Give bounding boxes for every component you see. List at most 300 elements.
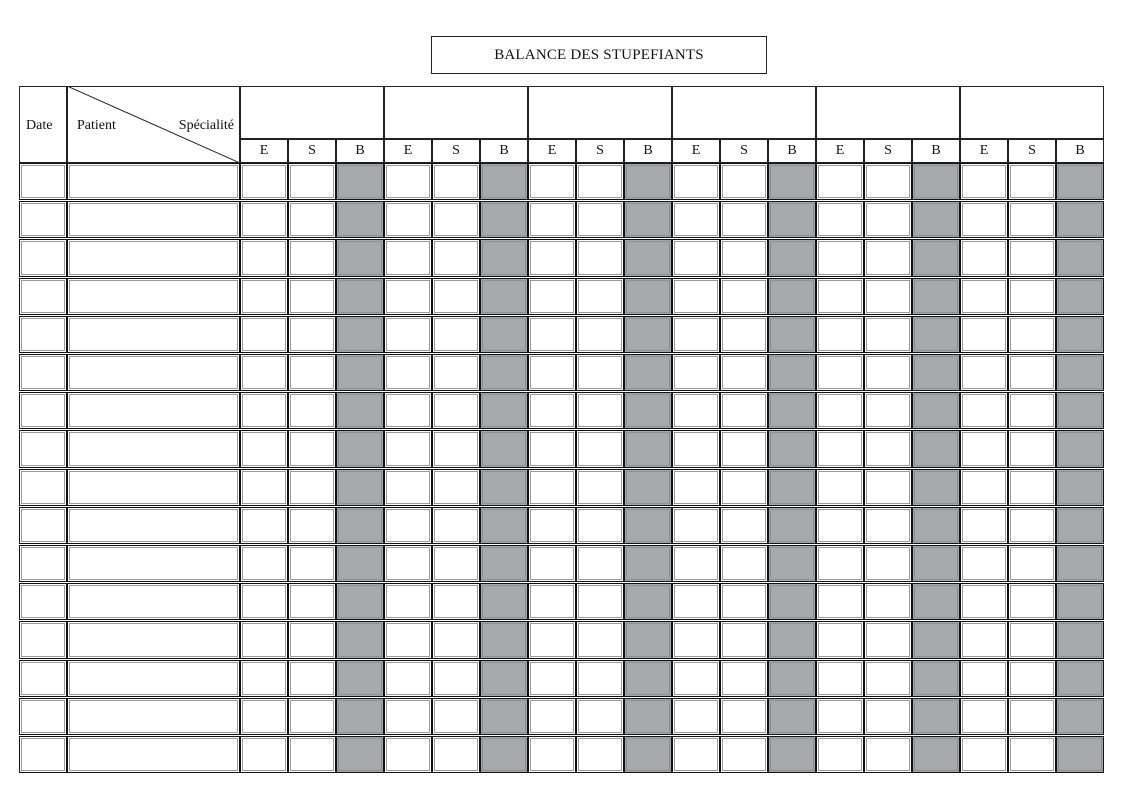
entree-cell[interactable] bbox=[384, 660, 432, 697]
entree-cell[interactable] bbox=[384, 736, 432, 773]
balance-cell[interactable] bbox=[624, 698, 672, 735]
specialite-group-header[interactable] bbox=[528, 86, 672, 139]
entree-cell[interactable] bbox=[240, 201, 288, 238]
balance-cell[interactable] bbox=[624, 545, 672, 582]
patient-cell[interactable] bbox=[67, 621, 240, 658]
balance-cell[interactable] bbox=[912, 621, 960, 658]
sortie-cell[interactable] bbox=[864, 660, 912, 697]
entree-cell[interactable] bbox=[528, 660, 576, 697]
balance-cell[interactable] bbox=[624, 469, 672, 506]
balance-cell[interactable] bbox=[912, 316, 960, 353]
entree-cell[interactable] bbox=[816, 278, 864, 315]
sortie-cell[interactable] bbox=[720, 583, 768, 620]
entree-cell[interactable] bbox=[672, 239, 720, 276]
balance-cell[interactable] bbox=[1056, 469, 1104, 506]
entree-cell[interactable] bbox=[960, 354, 1008, 391]
sortie-cell[interactable] bbox=[576, 736, 624, 773]
patient-cell[interactable] bbox=[67, 430, 240, 467]
sortie-cell[interactable] bbox=[720, 507, 768, 544]
sortie-cell[interactable] bbox=[288, 392, 336, 429]
entree-cell[interactable] bbox=[816, 469, 864, 506]
sortie-cell[interactable] bbox=[432, 583, 480, 620]
specialite-group-header[interactable] bbox=[960, 86, 1104, 139]
sortie-cell[interactable] bbox=[576, 660, 624, 697]
balance-cell[interactable] bbox=[768, 316, 816, 353]
entree-cell[interactable] bbox=[240, 698, 288, 735]
balance-cell[interactable] bbox=[912, 278, 960, 315]
balance-cell[interactable] bbox=[624, 583, 672, 620]
balance-cell[interactable] bbox=[1056, 698, 1104, 735]
patient-cell[interactable] bbox=[67, 698, 240, 735]
sortie-cell[interactable] bbox=[432, 507, 480, 544]
entree-cell[interactable] bbox=[528, 163, 576, 200]
entree-cell[interactable] bbox=[672, 660, 720, 697]
entree-cell[interactable] bbox=[528, 507, 576, 544]
balance-cell[interactable] bbox=[624, 660, 672, 697]
patient-cell[interactable] bbox=[67, 545, 240, 582]
sortie-cell[interactable] bbox=[1008, 163, 1056, 200]
patient-cell[interactable] bbox=[67, 469, 240, 506]
sortie-cell[interactable] bbox=[720, 239, 768, 276]
balance-cell[interactable] bbox=[624, 316, 672, 353]
sortie-cell[interactable] bbox=[576, 354, 624, 391]
sortie-cell[interactable] bbox=[288, 583, 336, 620]
balance-cell[interactable] bbox=[336, 278, 384, 315]
patient-cell[interactable] bbox=[67, 278, 240, 315]
entree-cell[interactable] bbox=[528, 201, 576, 238]
balance-cell[interactable] bbox=[768, 660, 816, 697]
balance-cell[interactable] bbox=[480, 278, 528, 315]
sortie-cell[interactable] bbox=[288, 239, 336, 276]
entree-cell[interactable] bbox=[240, 316, 288, 353]
entree-cell[interactable] bbox=[240, 278, 288, 315]
entree-cell[interactable] bbox=[384, 316, 432, 353]
sortie-cell[interactable] bbox=[864, 583, 912, 620]
sortie-cell[interactable] bbox=[864, 163, 912, 200]
entree-cell[interactable] bbox=[960, 621, 1008, 658]
balance-cell[interactable] bbox=[480, 736, 528, 773]
sortie-cell[interactable] bbox=[576, 430, 624, 467]
sortie-cell[interactable] bbox=[1008, 430, 1056, 467]
balance-cell[interactable] bbox=[768, 201, 816, 238]
balance-cell[interactable] bbox=[912, 736, 960, 773]
balance-cell[interactable] bbox=[768, 736, 816, 773]
sortie-cell[interactable] bbox=[864, 392, 912, 429]
sortie-cell[interactable] bbox=[432, 278, 480, 315]
entree-cell[interactable] bbox=[672, 278, 720, 315]
balance-cell[interactable] bbox=[336, 660, 384, 697]
balance-cell[interactable] bbox=[336, 545, 384, 582]
sortie-cell[interactable] bbox=[432, 545, 480, 582]
balance-cell[interactable] bbox=[624, 621, 672, 658]
balance-cell[interactable] bbox=[336, 469, 384, 506]
entree-cell[interactable] bbox=[672, 583, 720, 620]
balance-cell[interactable] bbox=[336, 354, 384, 391]
date-cell[interactable] bbox=[19, 239, 67, 276]
sortie-cell[interactable] bbox=[1008, 736, 1056, 773]
entree-cell[interactable] bbox=[384, 163, 432, 200]
entree-cell[interactable] bbox=[528, 239, 576, 276]
sortie-cell[interactable] bbox=[288, 469, 336, 506]
balance-cell[interactable] bbox=[336, 239, 384, 276]
balance-cell[interactable] bbox=[1056, 621, 1104, 658]
entree-cell[interactable] bbox=[672, 163, 720, 200]
balance-cell[interactable] bbox=[768, 163, 816, 200]
sortie-cell[interactable] bbox=[720, 545, 768, 582]
sortie-cell[interactable] bbox=[864, 621, 912, 658]
balance-cell[interactable] bbox=[336, 163, 384, 200]
balance-cell[interactable] bbox=[912, 583, 960, 620]
entree-cell[interactable] bbox=[528, 736, 576, 773]
entree-cell[interactable] bbox=[384, 621, 432, 658]
date-cell[interactable] bbox=[19, 354, 67, 391]
entree-cell[interactable] bbox=[240, 660, 288, 697]
entree-cell[interactable] bbox=[240, 354, 288, 391]
date-cell[interactable] bbox=[19, 392, 67, 429]
specialite-group-header[interactable] bbox=[384, 86, 528, 139]
sortie-cell[interactable] bbox=[432, 163, 480, 200]
balance-cell[interactable] bbox=[1056, 392, 1104, 429]
sortie-cell[interactable] bbox=[288, 430, 336, 467]
balance-cell[interactable] bbox=[768, 545, 816, 582]
sortie-cell[interactable] bbox=[288, 163, 336, 200]
entree-cell[interactable] bbox=[384, 469, 432, 506]
balance-cell[interactable] bbox=[624, 201, 672, 238]
entree-cell[interactable] bbox=[816, 583, 864, 620]
entree-cell[interactable] bbox=[384, 392, 432, 429]
entree-cell[interactable] bbox=[528, 354, 576, 391]
entree-cell[interactable] bbox=[384, 545, 432, 582]
balance-cell[interactable] bbox=[912, 430, 960, 467]
entree-cell[interactable] bbox=[528, 316, 576, 353]
entree-cell[interactable] bbox=[960, 507, 1008, 544]
balance-cell[interactable] bbox=[912, 698, 960, 735]
balance-cell[interactable] bbox=[480, 316, 528, 353]
sortie-cell[interactable] bbox=[864, 201, 912, 238]
entree-cell[interactable] bbox=[816, 163, 864, 200]
balance-cell[interactable] bbox=[912, 201, 960, 238]
sortie-cell[interactable] bbox=[576, 583, 624, 620]
sortie-cell[interactable] bbox=[864, 736, 912, 773]
entree-cell[interactable] bbox=[816, 507, 864, 544]
patient-cell[interactable] bbox=[67, 316, 240, 353]
date-cell[interactable] bbox=[19, 316, 67, 353]
entree-cell[interactable] bbox=[960, 392, 1008, 429]
sortie-cell[interactable] bbox=[720, 736, 768, 773]
entree-cell[interactable] bbox=[528, 430, 576, 467]
sortie-cell[interactable] bbox=[720, 278, 768, 315]
entree-cell[interactable] bbox=[672, 736, 720, 773]
entree-cell[interactable] bbox=[960, 660, 1008, 697]
balance-cell[interactable] bbox=[768, 583, 816, 620]
sortie-cell[interactable] bbox=[720, 201, 768, 238]
sortie-cell[interactable] bbox=[864, 354, 912, 391]
date-cell[interactable] bbox=[19, 736, 67, 773]
sortie-cell[interactable] bbox=[720, 316, 768, 353]
entree-cell[interactable] bbox=[384, 430, 432, 467]
sortie-cell[interactable] bbox=[576, 163, 624, 200]
balance-cell[interactable] bbox=[768, 354, 816, 391]
balance-cell[interactable] bbox=[480, 469, 528, 506]
sortie-cell[interactable] bbox=[432, 698, 480, 735]
entree-cell[interactable] bbox=[960, 736, 1008, 773]
sortie-cell[interactable] bbox=[432, 430, 480, 467]
entree-cell[interactable] bbox=[960, 239, 1008, 276]
sortie-cell[interactable] bbox=[576, 698, 624, 735]
balance-cell[interactable] bbox=[336, 621, 384, 658]
balance-cell[interactable] bbox=[624, 278, 672, 315]
entree-cell[interactable] bbox=[816, 698, 864, 735]
date-cell[interactable] bbox=[19, 163, 67, 200]
sortie-cell[interactable] bbox=[576, 316, 624, 353]
balance-cell[interactable] bbox=[912, 354, 960, 391]
balance-cell[interactable] bbox=[912, 163, 960, 200]
balance-cell[interactable] bbox=[624, 392, 672, 429]
balance-cell[interactable] bbox=[480, 660, 528, 697]
entree-cell[interactable] bbox=[240, 736, 288, 773]
entree-cell[interactable] bbox=[672, 316, 720, 353]
balance-cell[interactable] bbox=[480, 545, 528, 582]
entree-cell[interactable] bbox=[816, 430, 864, 467]
sortie-cell[interactable] bbox=[432, 660, 480, 697]
patient-cell[interactable] bbox=[67, 583, 240, 620]
sortie-cell[interactable] bbox=[864, 278, 912, 315]
balance-cell[interactable] bbox=[1056, 354, 1104, 391]
sortie-cell[interactable] bbox=[720, 354, 768, 391]
patient-cell[interactable] bbox=[67, 736, 240, 773]
sortie-cell[interactable] bbox=[288, 736, 336, 773]
entree-cell[interactable] bbox=[240, 430, 288, 467]
balance-cell[interactable] bbox=[480, 507, 528, 544]
entree-cell[interactable] bbox=[528, 698, 576, 735]
balance-cell[interactable] bbox=[768, 469, 816, 506]
sortie-cell[interactable] bbox=[288, 354, 336, 391]
balance-cell[interactable] bbox=[624, 354, 672, 391]
entree-cell[interactable] bbox=[960, 698, 1008, 735]
entree-cell[interactable] bbox=[528, 621, 576, 658]
sortie-cell[interactable] bbox=[288, 621, 336, 658]
entree-cell[interactable] bbox=[672, 545, 720, 582]
balance-cell[interactable] bbox=[912, 660, 960, 697]
entree-cell[interactable] bbox=[528, 392, 576, 429]
sortie-cell[interactable] bbox=[864, 698, 912, 735]
entree-cell[interactable] bbox=[384, 354, 432, 391]
sortie-cell[interactable] bbox=[576, 392, 624, 429]
entree-cell[interactable] bbox=[816, 621, 864, 658]
date-cell[interactable] bbox=[19, 545, 67, 582]
balance-cell[interactable] bbox=[624, 430, 672, 467]
entree-cell[interactable] bbox=[816, 392, 864, 429]
sortie-cell[interactable] bbox=[720, 660, 768, 697]
sortie-cell[interactable] bbox=[1008, 583, 1056, 620]
balance-cell[interactable] bbox=[1056, 239, 1104, 276]
balance-cell[interactable] bbox=[624, 736, 672, 773]
balance-cell[interactable] bbox=[768, 392, 816, 429]
sortie-cell[interactable] bbox=[432, 354, 480, 391]
entree-cell[interactable] bbox=[240, 507, 288, 544]
balance-cell[interactable] bbox=[768, 507, 816, 544]
entree-cell[interactable] bbox=[672, 430, 720, 467]
balance-cell[interactable] bbox=[480, 201, 528, 238]
sortie-cell[interactable] bbox=[720, 392, 768, 429]
sortie-cell[interactable] bbox=[1008, 392, 1056, 429]
entree-cell[interactable] bbox=[960, 545, 1008, 582]
patient-cell[interactable] bbox=[67, 392, 240, 429]
sortie-cell[interactable] bbox=[1008, 507, 1056, 544]
sortie-cell[interactable] bbox=[1008, 469, 1056, 506]
entree-cell[interactable] bbox=[672, 621, 720, 658]
entree-cell[interactable] bbox=[240, 392, 288, 429]
balance-cell[interactable] bbox=[768, 621, 816, 658]
sortie-cell[interactable] bbox=[576, 507, 624, 544]
sortie-cell[interactable] bbox=[432, 316, 480, 353]
sortie-cell[interactable] bbox=[1008, 621, 1056, 658]
date-cell[interactable] bbox=[19, 583, 67, 620]
sortie-cell[interactable] bbox=[720, 163, 768, 200]
patient-cell[interactable] bbox=[67, 163, 240, 200]
sortie-cell[interactable] bbox=[864, 545, 912, 582]
entree-cell[interactable] bbox=[240, 469, 288, 506]
entree-cell[interactable] bbox=[960, 278, 1008, 315]
sortie-cell[interactable] bbox=[432, 201, 480, 238]
sortie-cell[interactable] bbox=[1008, 316, 1056, 353]
balance-cell[interactable] bbox=[336, 392, 384, 429]
sortie-cell[interactable] bbox=[576, 469, 624, 506]
entree-cell[interactable] bbox=[816, 239, 864, 276]
entree-cell[interactable] bbox=[528, 278, 576, 315]
sortie-cell[interactable] bbox=[576, 278, 624, 315]
sortie-cell[interactable] bbox=[576, 545, 624, 582]
sortie-cell[interactable] bbox=[288, 698, 336, 735]
balance-cell[interactable] bbox=[480, 430, 528, 467]
balance-cell[interactable] bbox=[912, 545, 960, 582]
sortie-cell[interactable] bbox=[720, 621, 768, 658]
date-cell[interactable] bbox=[19, 507, 67, 544]
balance-cell[interactable] bbox=[336, 201, 384, 238]
balance-cell[interactable] bbox=[768, 239, 816, 276]
balance-cell[interactable] bbox=[336, 698, 384, 735]
entree-cell[interactable] bbox=[528, 469, 576, 506]
entree-cell[interactable] bbox=[384, 201, 432, 238]
entree-cell[interactable] bbox=[960, 163, 1008, 200]
sortie-cell[interactable] bbox=[1008, 278, 1056, 315]
sortie-cell[interactable] bbox=[1008, 698, 1056, 735]
sortie-cell[interactable] bbox=[288, 507, 336, 544]
sortie-cell[interactable] bbox=[864, 239, 912, 276]
sortie-cell[interactable] bbox=[576, 621, 624, 658]
sortie-cell[interactable] bbox=[864, 316, 912, 353]
sortie-cell[interactable] bbox=[1008, 354, 1056, 391]
entree-cell[interactable] bbox=[816, 660, 864, 697]
balance-cell[interactable] bbox=[480, 163, 528, 200]
balance-cell[interactable] bbox=[336, 316, 384, 353]
sortie-cell[interactable] bbox=[1008, 239, 1056, 276]
sortie-cell[interactable] bbox=[1008, 201, 1056, 238]
balance-cell[interactable] bbox=[1056, 163, 1104, 200]
balance-cell[interactable] bbox=[1056, 430, 1104, 467]
entree-cell[interactable] bbox=[528, 583, 576, 620]
patient-cell[interactable] bbox=[67, 507, 240, 544]
entree-cell[interactable] bbox=[384, 583, 432, 620]
balance-cell[interactable] bbox=[1056, 278, 1104, 315]
balance-cell[interactable] bbox=[1056, 660, 1104, 697]
date-cell[interactable] bbox=[19, 660, 67, 697]
balance-cell[interactable] bbox=[624, 507, 672, 544]
balance-cell[interactable] bbox=[336, 736, 384, 773]
entree-cell[interactable] bbox=[960, 201, 1008, 238]
date-cell[interactable] bbox=[19, 201, 67, 238]
balance-cell[interactable] bbox=[912, 239, 960, 276]
balance-cell[interactable] bbox=[336, 507, 384, 544]
entree-cell[interactable] bbox=[672, 354, 720, 391]
date-cell[interactable] bbox=[19, 278, 67, 315]
specialite-group-header[interactable] bbox=[240, 86, 384, 139]
entree-cell[interactable] bbox=[384, 507, 432, 544]
patient-cell[interactable] bbox=[67, 201, 240, 238]
entree-cell[interactable] bbox=[816, 354, 864, 391]
entree-cell[interactable] bbox=[672, 201, 720, 238]
sortie-cell[interactable] bbox=[864, 430, 912, 467]
balance-cell[interactable] bbox=[768, 698, 816, 735]
balance-cell[interactable] bbox=[336, 430, 384, 467]
entree-cell[interactable] bbox=[960, 316, 1008, 353]
entree-cell[interactable] bbox=[816, 316, 864, 353]
date-cell[interactable] bbox=[19, 469, 67, 506]
entree-cell[interactable] bbox=[240, 583, 288, 620]
sortie-cell[interactable] bbox=[720, 469, 768, 506]
balance-cell[interactable] bbox=[480, 354, 528, 391]
entree-cell[interactable] bbox=[960, 430, 1008, 467]
entree-cell[interactable] bbox=[240, 545, 288, 582]
balance-cell[interactable] bbox=[480, 621, 528, 658]
balance-cell[interactable] bbox=[1056, 545, 1104, 582]
patient-cell[interactable] bbox=[67, 354, 240, 391]
date-cell[interactable] bbox=[19, 430, 67, 467]
patient-cell[interactable] bbox=[67, 239, 240, 276]
sortie-cell[interactable] bbox=[432, 621, 480, 658]
entree-cell[interactable] bbox=[672, 507, 720, 544]
balance-cell[interactable] bbox=[480, 239, 528, 276]
patient-cell[interactable] bbox=[67, 660, 240, 697]
balance-cell[interactable] bbox=[768, 278, 816, 315]
balance-cell[interactable] bbox=[480, 392, 528, 429]
sortie-cell[interactable] bbox=[864, 469, 912, 506]
entree-cell[interactable] bbox=[240, 621, 288, 658]
sortie-cell[interactable] bbox=[288, 545, 336, 582]
balance-cell[interactable] bbox=[1056, 736, 1104, 773]
sortie-cell[interactable] bbox=[720, 698, 768, 735]
entree-cell[interactable] bbox=[240, 163, 288, 200]
entree-cell[interactable] bbox=[816, 545, 864, 582]
sortie-cell[interactable] bbox=[576, 239, 624, 276]
entree-cell[interactable] bbox=[960, 469, 1008, 506]
sortie-cell[interactable] bbox=[720, 430, 768, 467]
entree-cell[interactable] bbox=[240, 239, 288, 276]
sortie-cell[interactable] bbox=[432, 736, 480, 773]
balance-cell[interactable] bbox=[912, 469, 960, 506]
sortie-cell[interactable] bbox=[432, 469, 480, 506]
balance-cell[interactable] bbox=[768, 430, 816, 467]
entree-cell[interactable] bbox=[816, 201, 864, 238]
entree-cell[interactable] bbox=[672, 392, 720, 429]
balance-cell[interactable] bbox=[336, 583, 384, 620]
entree-cell[interactable] bbox=[672, 698, 720, 735]
balance-cell[interactable] bbox=[912, 507, 960, 544]
balance-cell[interactable] bbox=[1056, 316, 1104, 353]
balance-cell[interactable] bbox=[1056, 507, 1104, 544]
balance-cell[interactable] bbox=[1056, 583, 1104, 620]
entree-cell[interactable] bbox=[384, 698, 432, 735]
